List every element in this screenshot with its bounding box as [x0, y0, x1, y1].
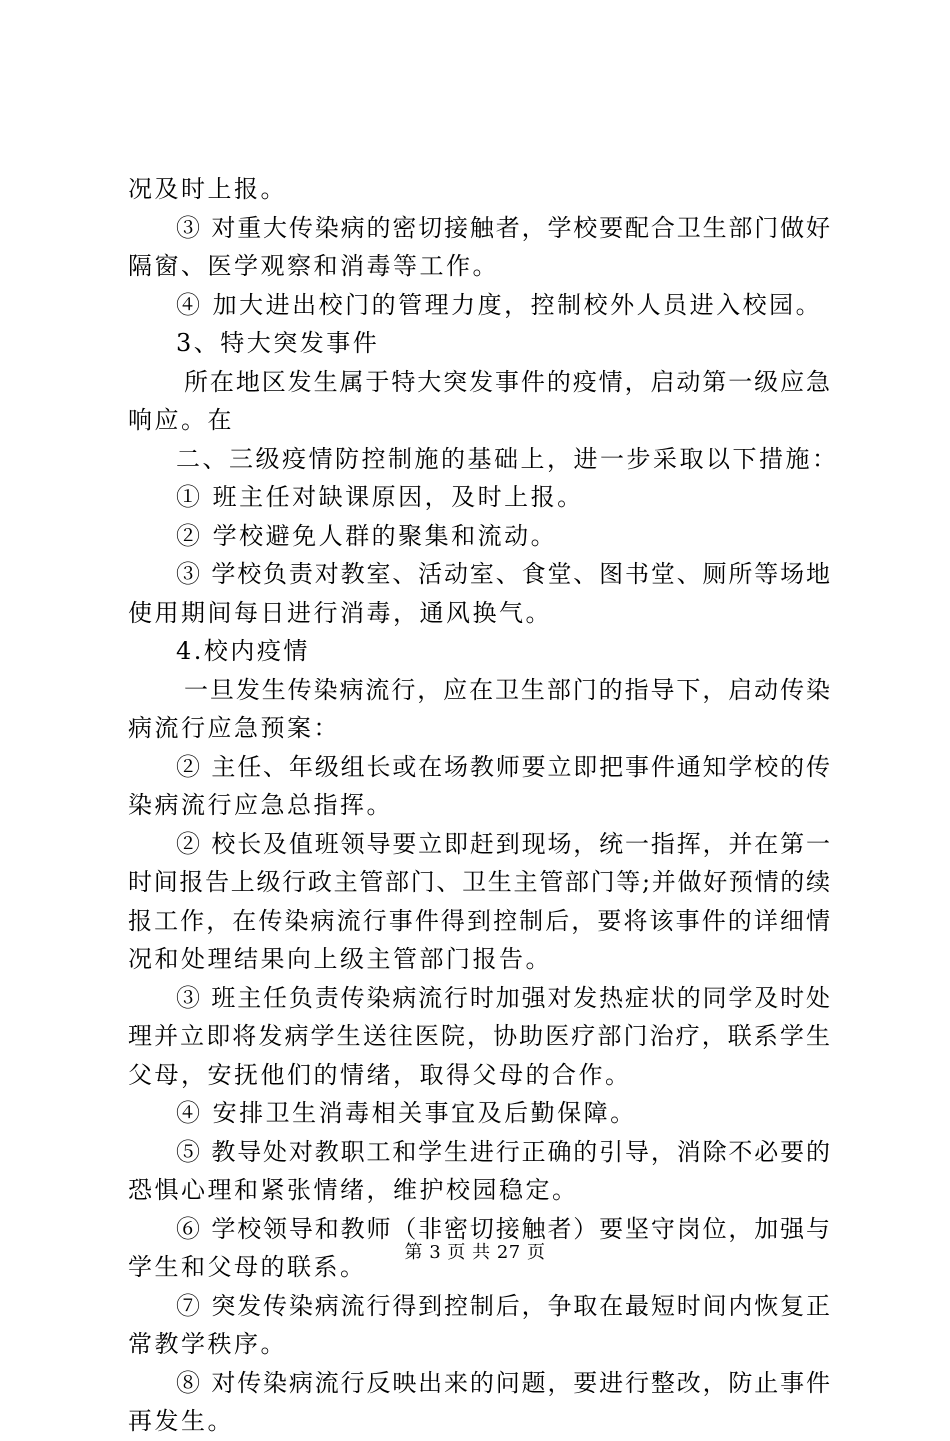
paragraph-line: ③ 对重大传染病的密切接触者，学校要配合卫生部门做好: [176, 213, 830, 242]
paragraph-line: 隔窗、医学观察和消毒等工作。: [128, 252, 499, 280]
section-heading: 3、特大突发事件: [176, 329, 380, 357]
paragraph-line: ② 校长及值班领导要立即赶到现场，统一指挥，并在第一: [176, 829, 830, 858]
paragraph-line: ④ 加大进出校门的管理力度，控制校外人员进入校园。: [176, 290, 823, 319]
paragraph-line: 学生和父母的联系。: [128, 1253, 367, 1281]
paragraph-line: ⑥ 学校领导和教师（非密切接触者）要坚守岗位，加强与: [176, 1214, 830, 1243]
paragraph-line: 父母，安抚他们的情绪，取得父母的合作。: [128, 1060, 632, 1089]
paragraph-line: ⑧ 对传染病流行反映出来的问题，要进行整改，防止事件: [176, 1368, 830, 1397]
paragraph-line: ③ 学校负责对教室、活动室、食堂、图书堂、厕所等场地: [176, 560, 830, 588]
paragraph-line: 响应。在: [128, 406, 234, 434]
paragraph-line: 再发生。: [128, 1407, 234, 1435]
page-number-footer: 第 3 页 共 27 页: [404, 1242, 546, 1263]
paragraph-line: 常教学秩序。: [128, 1330, 287, 1358]
section-heading: 4.校内疫情: [176, 637, 310, 665]
paragraph-line: 所在地区发生属于特大突发事件的疫情，启动第一级应急: [184, 367, 830, 396]
paragraph-line: 染病流行应急总指挥。: [128, 791, 393, 819]
paragraph-line: 报工作，在传染病流行事件得到控制后，要将该事件的详细情: [128, 906, 830, 935]
paragraph-line: ⑦ 突发传染病流行得到控制后，争取在最短时间内恢复正: [176, 1291, 830, 1320]
paragraph-line: 时间报告上级行政主管部门、卫生主管部门等;并做好预情的续: [128, 868, 830, 896]
paragraph-line: ⑤ 教导处对教职工和学生进行正确的引导，消除不必要的: [176, 1137, 830, 1166]
paragraph-line: 病流行应急预案：: [128, 714, 340, 742]
paragraph-line: ② 主任、年级组长或在场教师要立即把事件通知学校的传: [176, 752, 830, 781]
paragraph-line: 理并立即将发病学生送往医院，协助医疗部门治疗，联系学生: [128, 1022, 830, 1050]
paragraph-line: 况和处理结果向上级主管部门报告。: [128, 945, 552, 973]
paragraph-line: 使用期间每日进行消毒，通风换气。: [128, 598, 552, 627]
paragraph-line: 恐惧心理和紧张情绪，维护校园稳定。: [128, 1176, 579, 1204]
paragraph-line: ④ 安排卫生消毒相关事宜及后勤保障。: [176, 1099, 637, 1127]
paragraph-line: 况及时上报。: [128, 175, 287, 203]
paragraph-line: ① 班主任对缺课原因，及时上报。: [176, 483, 584, 511]
paragraph-line: ② 学校避免人群的聚集和流动。: [176, 521, 558, 550]
paragraph-line: 二、三级疫情防控制施的基础上，进一步采取以下措施：: [176, 444, 839, 473]
paragraph-line: 一旦发生传染病流行，应在卫生部门的指导下，启动传染: [184, 675, 830, 704]
paragraph-line: ③ 班主任负责传染病流行时加强对发热症状的同学及时处: [176, 983, 830, 1012]
